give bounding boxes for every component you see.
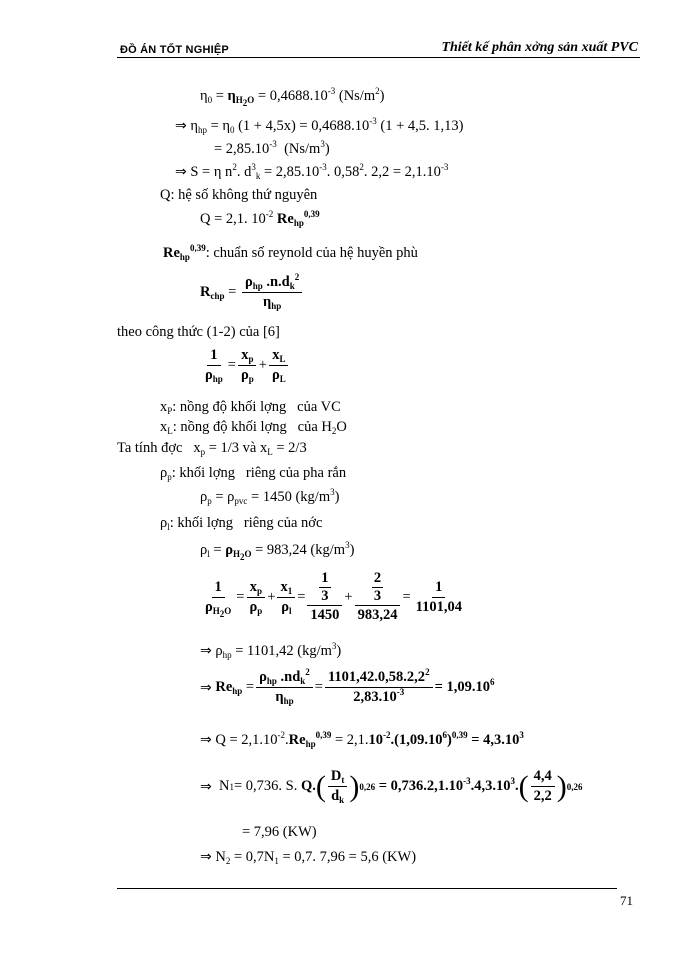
text-xp-definition: $x_P$: nồng độ khối lợng của VC [160, 399, 341, 416]
eq-eta-hp-result: = $2,85.10^{-3}$ $(Ns/m^3)$ [214, 139, 330, 157]
text-formula-reference: theo công thức (1-2) của [6] [117, 324, 280, 340]
page-number: 71 [620, 893, 633, 908]
eq-eta0: $\eta_0 = \eta_{H_2O} = 0,4688.10^{-3}$ $(Ns/m^2)$ [200, 86, 385, 108]
eq-rho-p: $\rho_p = \rho_{pvc} = 1450$ $(kg/m^3)$ [200, 487, 340, 506]
implies-arrow-icon: ⇒ [200, 643, 212, 659]
footer-divider [117, 888, 617, 889]
text-rho-p-definition: $\rho_p$: khối lợng riêng của pha rắn [160, 465, 347, 482]
text-fractions: Ta tính đợc $x_p = 1/3$ và $x_L = 2/3$ [117, 440, 307, 457]
eq-n2: ⇒ $N_2 = 0,7N_1 = 0,7$. 7,96 = 5,6 (KW) [200, 849, 417, 866]
implies-arrow-icon: ⇒ [175, 164, 187, 180]
eq-eta-hp: ⇒ $\eta_{hp} = \eta_0$ $(1 + 4,5x) = 0,4688.10^{-3}$ (1 + 4,5. 1,13) [175, 116, 464, 135]
eq-density-mixture: $\frac{1}{\rho_{hp}}$ = $\frac{x_p}{\rho_p}$ + $\frac{x_L}{\rho_L}$ [200, 347, 291, 384]
implies-arrow-icon: ⇒ [200, 849, 212, 865]
eq-reynold-formula: $R_{chp}$ = $\frac{\rho_{hp} .n.d_k^2}{\eta_{hp}}$ [200, 274, 304, 311]
eq-n1-result: = 7,96 (KW) [242, 824, 317, 840]
text-xl-definition: $x_L$: nồng độ khối lợng của $H_2O$ [160, 419, 347, 436]
eq-reynold-numeric: ⇒ $Re_{hp}$ = $\frac{\rho_{hp} .nd_k^2}{\eta_{hp}}$ = $\frac{1101,42.0,58.2,2^2}{2,83.10^{-3}}$ = $1,09.10^6$ [200, 667, 495, 706]
eq-q-general: Q = 2,1. $10^{-2}$ $Re_{hp}^{0,39}$ [200, 209, 320, 228]
implies-arrow-icon: ⇒ [200, 679, 212, 696]
implies-arrow-icon: ⇒ [200, 778, 212, 795]
header-title-right: Thiết kế phân xởng sản xuất PVC [441, 40, 638, 55]
header-title-left: ĐỒ ÁN TỐT NGHIỆP [120, 44, 229, 56]
header-divider [117, 57, 640, 58]
eq-s: ⇒ S = η $n^2$. $d^3_k = 2,85.10^{-3}$. 0,58$^2$. $2,2 = 2,1.10^{-3}$ [175, 162, 449, 181]
implies-arrow-icon: ⇒ [200, 732, 212, 748]
eq-n1: ⇒ N 1 = 0,736. S. Q. ( $\frac{D_t}{d_k}$ ) 0,26 = $0,736.2,1.10^{-3}.4,3.10^3$. ( $\frac{4,4}{2,2}$ ) 0,26 [200, 768, 583, 805]
eq-density-numeric: $\frac{1}{\rho_{H_2O}}$ = $\frac{x_p}{\rho_p}$ + $\frac{x_1}{\rho_l}$ = 1 3 1450 + 2 3 983,24 = $\frac{1}{1101,04}$ [205, 570, 462, 623]
text-reynold-definition: $Re_{hp}^{0,39}$: chuẩn số reynold của hệ huyền phù [163, 243, 418, 262]
text-rho-l-definition: $\rho_l$: khối lợng riêng của nớc [160, 515, 323, 532]
text-q-definition: Q: hệ số không thứ nguyên [160, 187, 318, 203]
eq-rho-hp-result: ⇒ $\rho_{hp} = 1101,42$ $(kg/m^3)$ [200, 641, 342, 660]
implies-arrow-icon: ⇒ [175, 118, 187, 134]
eq-rho-l: $\rho_l = \rho_{H_2O} = 983,24$ $(kg/m^3)$ [200, 540, 355, 562]
eq-q-numeric: ⇒ $Q = 2,1.10^{-2}.Re_{hp}^{0,39} = 2,1.10^{-2}.(1,09.10^6)^{0,39} = 4,3.10^3$ [200, 730, 524, 749]
